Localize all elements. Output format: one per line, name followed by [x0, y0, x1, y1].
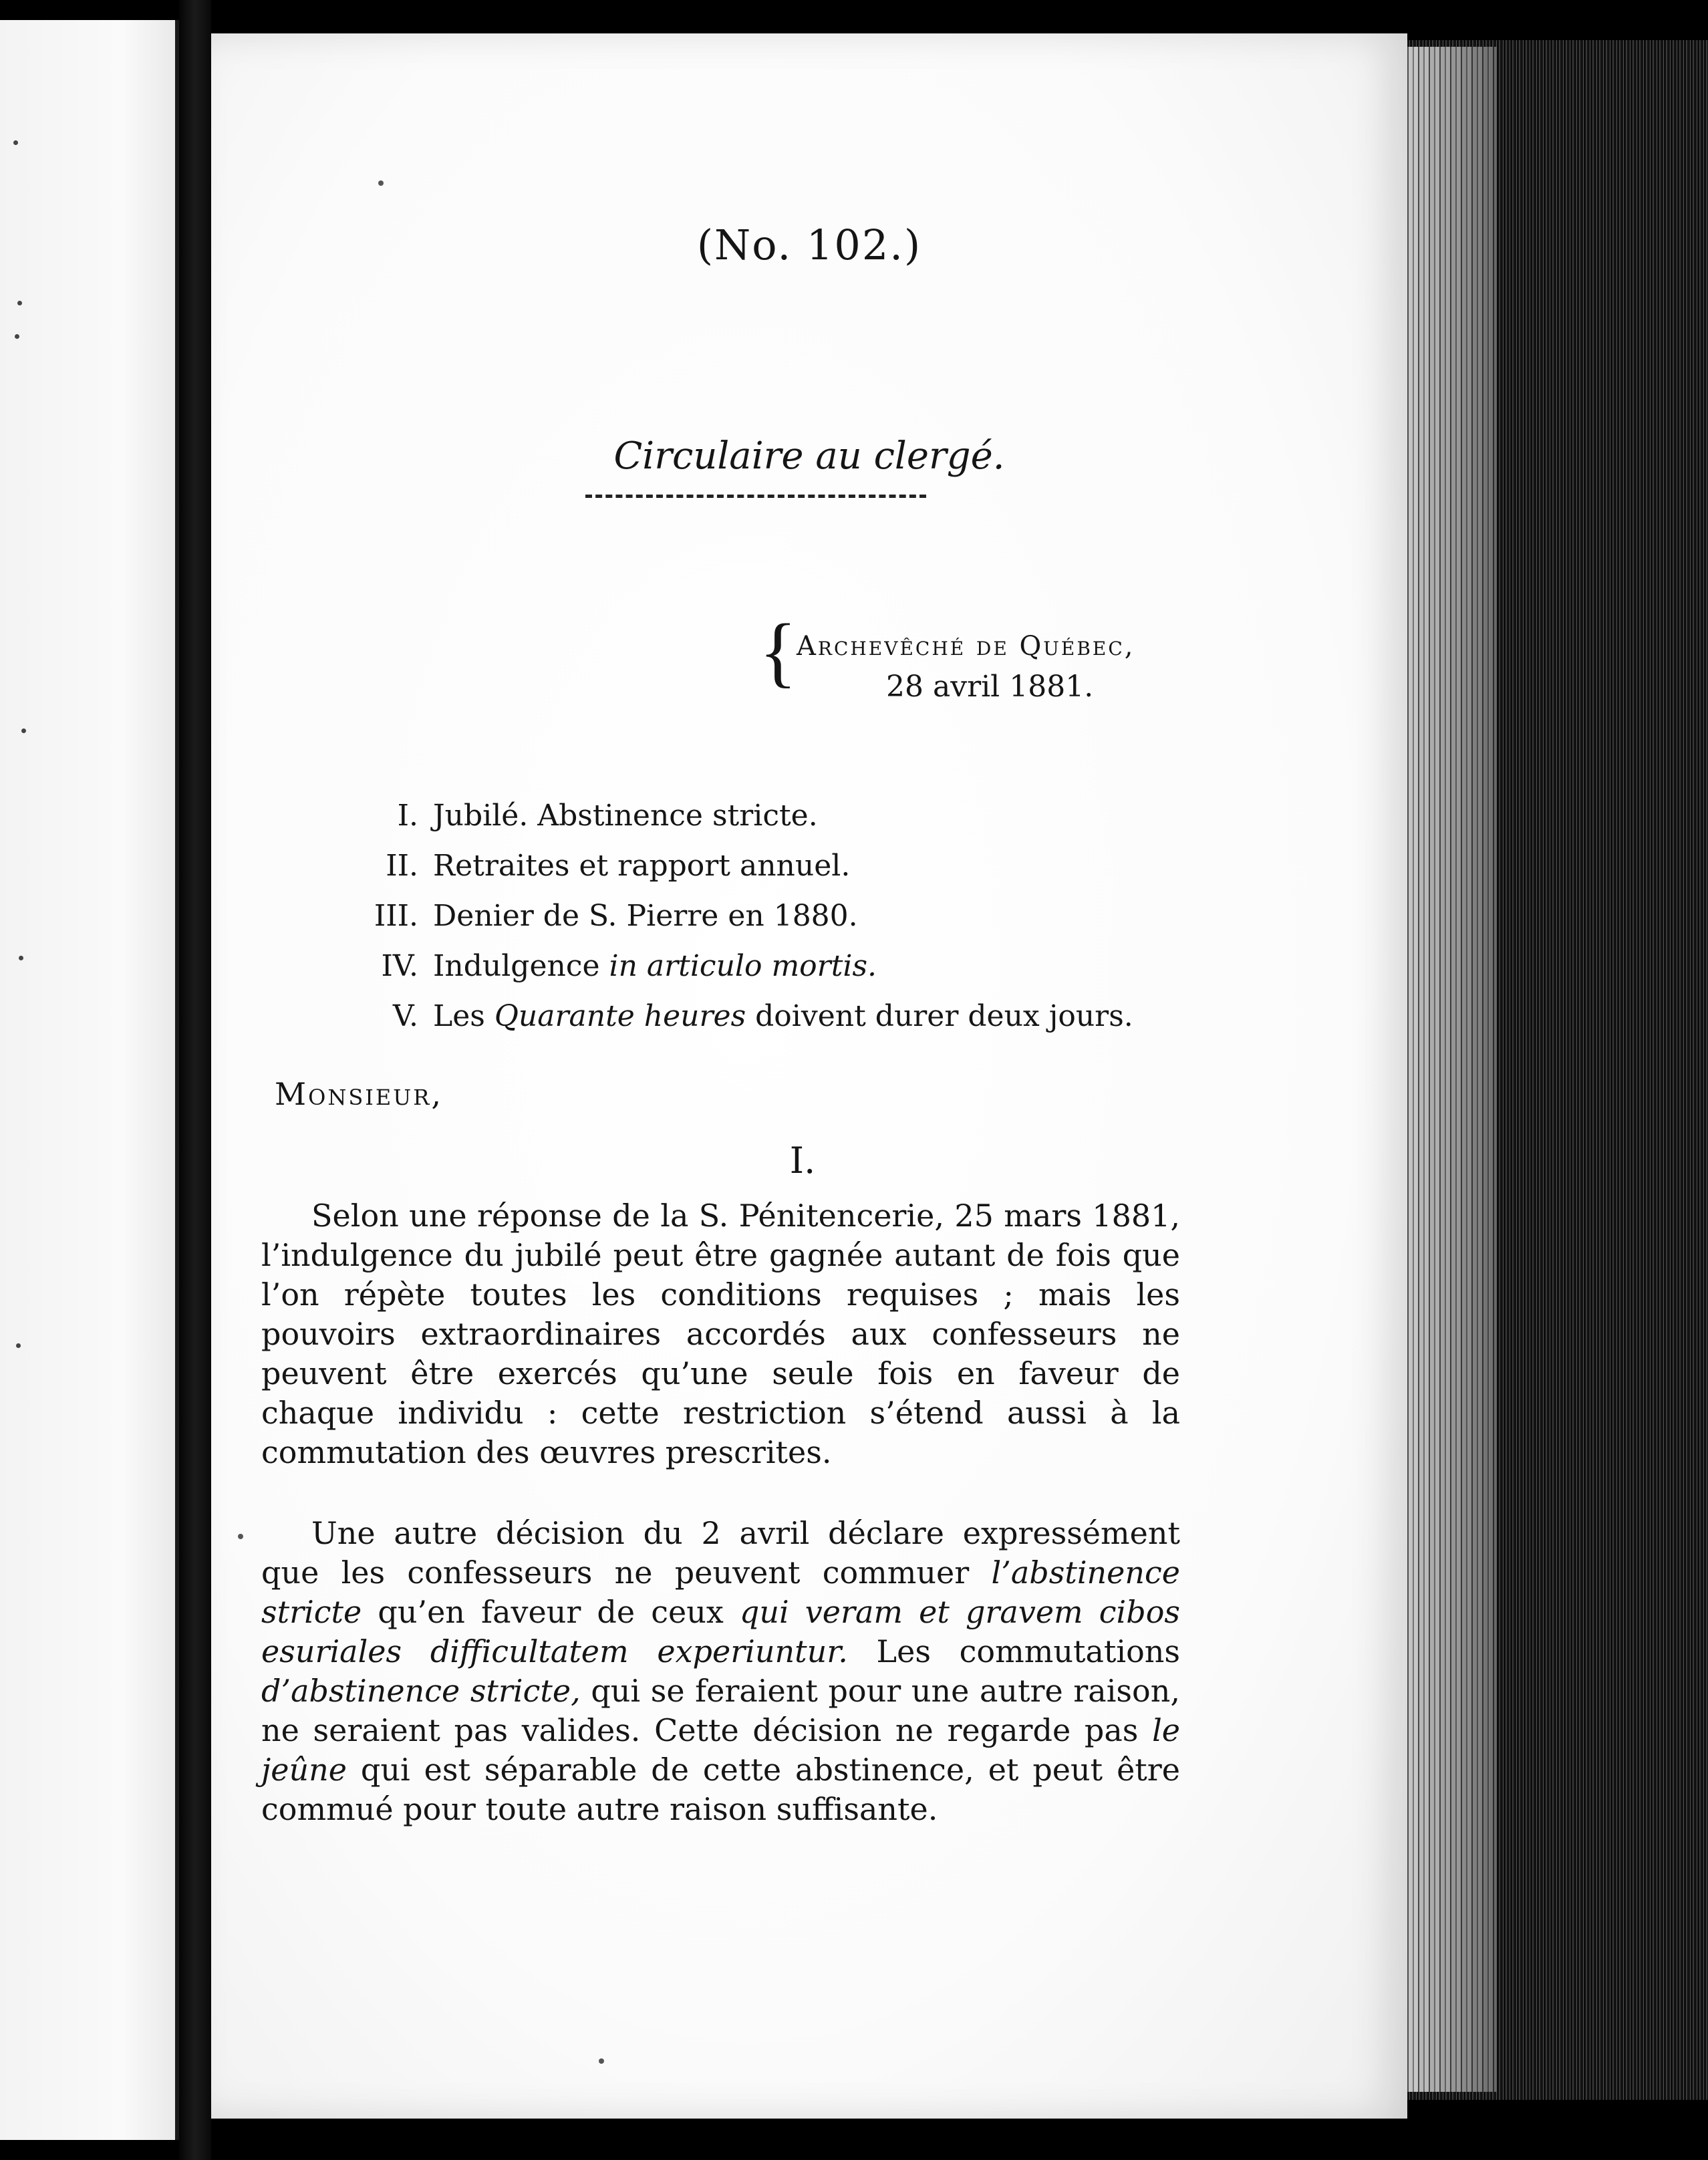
contents-item-text [433, 899, 858, 933]
contents-item-number: III. [374, 899, 418, 933]
contents-item [358, 999, 1227, 1049]
paragraph-text-run: d’abstinence stricte, [261, 1673, 581, 1709]
contents-item-text [433, 799, 818, 833]
paragraph-text-run: l’abstinence stricte [261, 1555, 1180, 1630]
page-speck [599, 2058, 604, 2064]
paragraph-text-run: Les commutations [847, 1633, 1180, 1669]
contents-item [358, 949, 1227, 999]
title-underline [585, 495, 926, 498]
paragraph-text-run: qu’en faveur de ceux [362, 1594, 740, 1630]
dateline [759, 608, 1294, 715]
document-title: Circulaire au clergé. [613, 434, 1005, 478]
contents-item-text [433, 849, 850, 883]
contents-item-number: I. [397, 799, 418, 833]
dateline-brace: { [759, 608, 797, 695]
page-number: (No. 102.) [696, 221, 922, 269]
document-page [211, 33, 1407, 2119]
paragraph-text-run: Selon une réponse de la S. Pénitencerie, 25 mars 1881, l’indulgence du jubilé peut être gagnée autant de fois que l’on répète toutes les conditions requises ; mais les pouvoirs extraordinaires accordés aux confesseurs ne peuvent être exercés qu’une seule fois en faveur de chaque individu : cette restriction s’étend aussi à la commutation des œuvres prescrites. [261, 1198, 1180, 1470]
contents-text-run: Retraites et rapport annuel. [433, 849, 851, 883]
page-speck [19, 956, 23, 960]
page-speck [15, 334, 19, 339]
paragraph-text-run: qui est séparable de cette abstinence, et peut être commué pour toute autre raison suffisante. [261, 1752, 1180, 1827]
page-speck [238, 1534, 243, 1539]
page-speck [378, 180, 384, 186]
contents-text-run: doivent durer deux jours. [746, 999, 1133, 1033]
body-paragraph [261, 1196, 1180, 1472]
salutation: Monsieur, [275, 1076, 443, 1112]
book-gutter [179, 0, 211, 2160]
contents-text-run: Indulgence [433, 949, 609, 983]
contents-text-run: Jubilé. Abstinence stricte. [433, 799, 818, 833]
section-heading: I. [789, 1139, 816, 1182]
body-paragraph [261, 1514, 1180, 1829]
paragraph-text-run: qui se feraient pour une autre raison, ne seraient pas valides. Cette décision ne regarde pas [261, 1673, 1180, 1748]
dateline-place: Archevêché de Québec, [797, 631, 1135, 662]
contents-item [358, 849, 1227, 899]
page-speck [21, 728, 26, 733]
page-speck [17, 301, 22, 305]
contents-text-run: in articulo mortis. [609, 949, 877, 983]
dateline-date: 28 avril 1881. [886, 670, 1094, 704]
paragraph-text-run: Une autre décision du 2 avril déclare expressément que les confesseurs ne peuvent commuer [261, 1515, 1180, 1591]
page-speck [16, 1343, 21, 1348]
contents-item-number: IV. [381, 949, 418, 983]
paragraph-text-run: qui veram et gravem cibos esuriales difficultatem experiuntur. [261, 1594, 1180, 1669]
contents-item-number: II. [386, 849, 418, 883]
contents-text-run: Quarante heures [494, 999, 746, 1033]
contents-text-run: Denier de S. Pierre en 1880. [433, 899, 858, 933]
contents-item [358, 899, 1227, 949]
facing-page-edge [0, 20, 179, 2140]
contents-item-number: V. [392, 999, 418, 1033]
contents-list [358, 799, 1227, 1049]
contents-text-run: Les [433, 999, 494, 1033]
contents-item [358, 799, 1227, 849]
contents-item-text [433, 949, 877, 983]
contents-item-text [433, 999, 1133, 1033]
page-speck [13, 140, 18, 145]
paragraph-text-run: le jeûne [261, 1712, 1180, 1788]
